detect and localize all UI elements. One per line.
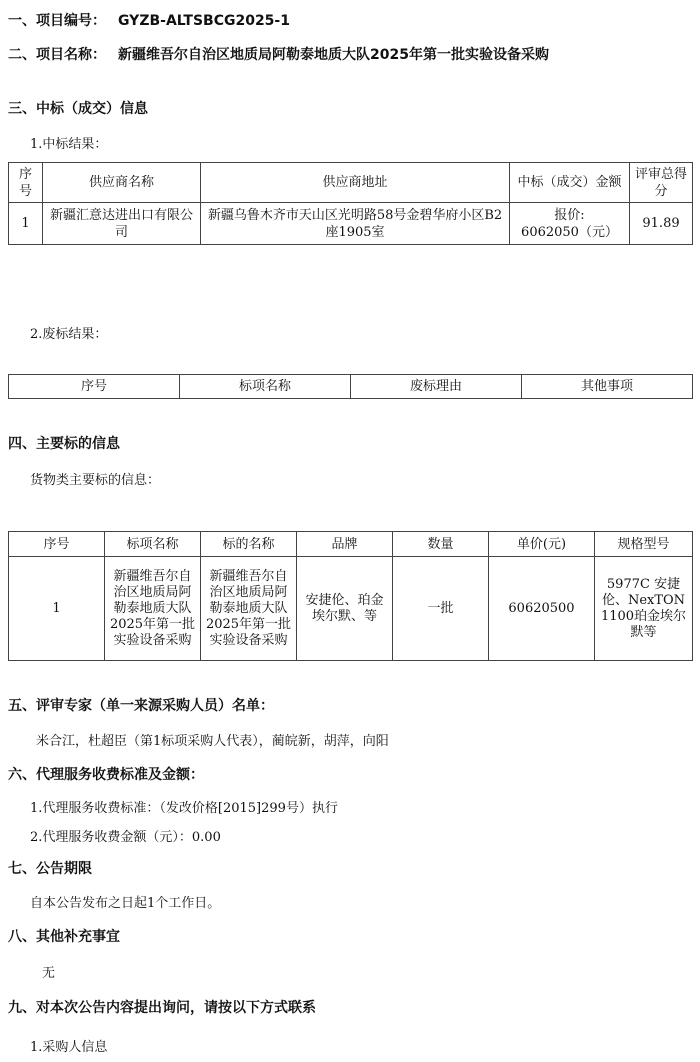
goods-cell-no: 1 — [9, 557, 105, 661]
goods-cell-item: 新疆维吾尔自治区地质局阿勒泰地质大队2025年第一批实验设备采购 — [105, 557, 201, 661]
award-price-value: 6062050（元） — [521, 224, 618, 240]
void-table — [8, 374, 693, 399]
section-other-title: 八、其他补充事宜 — [8, 929, 120, 945]
goods-header-price: 单价(元) — [489, 532, 595, 557]
goods-table — [8, 531, 693, 661]
void-header-reason: 废标理由 — [351, 375, 522, 399]
award-header-score: 评审总得分 — [630, 163, 693, 203]
award-price-label: 报价: — [554, 207, 585, 223]
void-header-item: 标项名称 — [180, 375, 351, 399]
void-table-header — [9, 375, 693, 399]
award-cell-amount — [510, 203, 630, 245]
goods-subtitle: 货物类主要标的信息： — [30, 473, 161, 488]
section-period-title: 七、公告期限 — [8, 861, 92, 877]
award-table-header — [9, 163, 693, 203]
void-header-other: 其他事项 — [522, 375, 693, 399]
goods-header-item: 标项名称 — [105, 532, 201, 557]
section-experts-title: 五、评审专家（单一来源采购人员）名单： — [8, 698, 274, 714]
award-header-no: 序号 — [9, 163, 43, 203]
award-cell-name: 新疆汇意达进出口有限公司 — [43, 203, 201, 245]
goods-header-brand: 品牌 — [297, 532, 393, 557]
section-contact-title: 九、对本次公告内容提出询问，请按以下方式联系 — [8, 1000, 316, 1016]
project-name-row — [8, 44, 549, 64]
award-header-address: 供应商地址 — [201, 163, 510, 203]
goods-cell-brand: 安捷伦、珀金埃尔默、等 — [297, 557, 393, 661]
table-row — [9, 557, 693, 661]
section-award-title: 三、中标（成交）信息 — [8, 101, 148, 117]
award-header-name: 供应商名称 — [43, 163, 201, 203]
fee-amount: 2.代理服务收费金额（元）：0.00 — [30, 830, 221, 845]
project-name-value: 新疆维吾尔自治区地质局阿勒泰地质大队2025年第一批实验设备采购 — [118, 47, 549, 63]
goods-header-subject: 标的名称 — [201, 532, 297, 557]
award-cell-address: 新疆乌鲁木齐市天山区光明路58号金碧华府小区B2座1905室 — [201, 203, 510, 245]
project-number-value: GYZB-ALTSBCG2025-1 — [118, 13, 290, 29]
award-header-amount: 中标（成交）金额 — [510, 163, 630, 203]
purchaser-info-title: 1.采购人信息 — [30, 1040, 108, 1055]
goods-cell-spec: 5977C 安捷伦、NexTON 1100珀金埃尔默等 — [595, 557, 693, 661]
experts-list: 米合江，杜超臣（第1标项采购人代表），蔺皖新，胡萍，向阳 — [36, 734, 389, 749]
award-table — [8, 162, 693, 245]
award-cell-no: 1 — [9, 203, 43, 245]
period-text: 自本公告发布之日起1个工作日。 — [30, 896, 221, 911]
goods-header-no: 序号 — [9, 532, 105, 557]
other-text: 无 — [42, 966, 56, 981]
void-result-title: 2.废标结果： — [30, 327, 108, 342]
project-number-label: 一、项目编号： — [8, 13, 106, 29]
goods-cell-price: 60620500 — [489, 557, 595, 661]
fee-standard: 1.代理服务收费标准：（发改价格[2015]299号）执行 — [30, 801, 338, 816]
goods-cell-qty: 一批 — [393, 557, 489, 661]
section-goods-title: 四、主要标的信息 — [8, 436, 120, 452]
void-header-no: 序号 — [9, 375, 180, 399]
table-row — [9, 203, 693, 245]
goods-cell-subject: 新疆维吾尔自治区地质局阿勒泰地质大队2025年第一批实验设备采购 — [201, 557, 297, 661]
section-fee-title: 六、代理服务收费标准及金额： — [8, 767, 204, 783]
award-cell-score: 91.89 — [630, 203, 693, 245]
goods-header-qty: 数量 — [393, 532, 489, 557]
goods-header-spec: 规格型号 — [595, 532, 693, 557]
award-result-title: 1.中标结果： — [30, 137, 108, 152]
project-number-row — [8, 10, 290, 30]
goods-table-header — [9, 532, 693, 557]
project-name-label: 二、项目名称： — [8, 47, 106, 63]
